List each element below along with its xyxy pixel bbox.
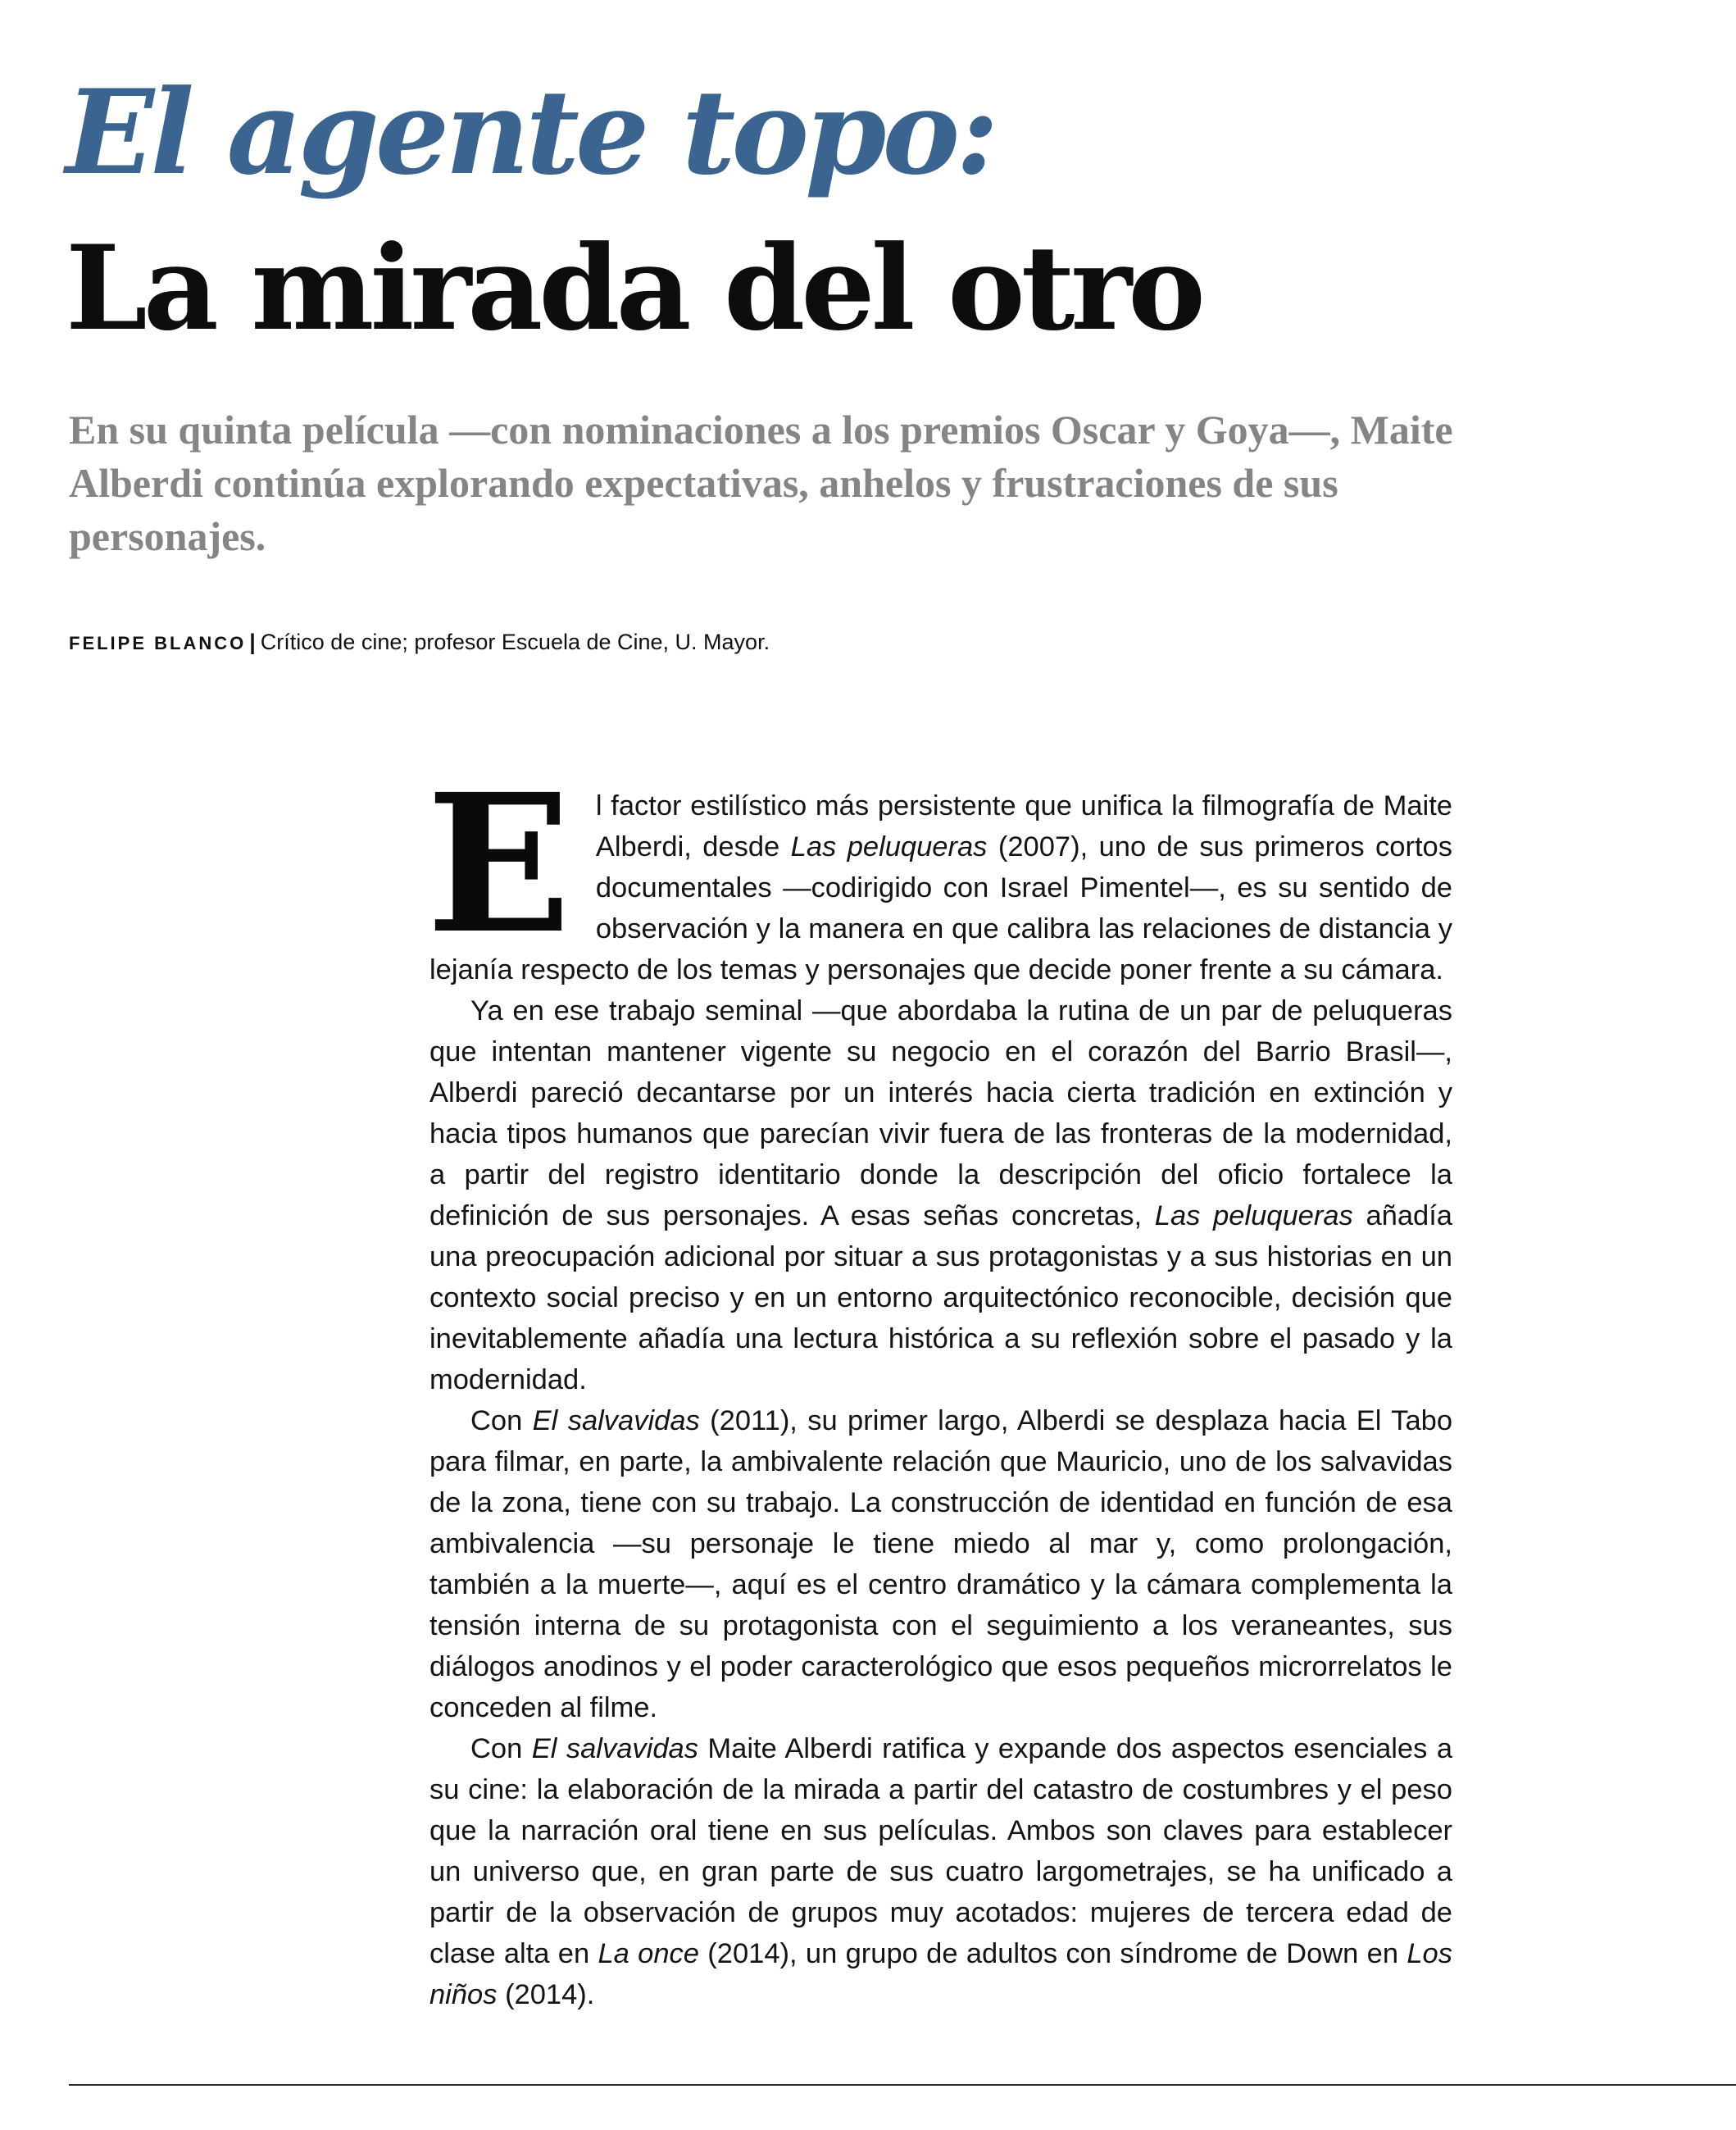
byline (69, 628, 770, 658)
paragraph-text: añadía una preocupación adicional por situar a sus protagonistas y a sus historias en un contexto social preciso y en un entorno arquitectónico reconocible, decisión que inevitablemente añadía una lectura histórica a su reflexión sobre el pasado y la modernidad. (429, 1200, 1452, 1395)
byline-separator: | (249, 630, 256, 654)
paragraph-text: Con (470, 1733, 532, 1764)
film-title: Las peluqueras (790, 831, 988, 862)
paragraph-2 (429, 990, 1452, 1400)
author-name: FELIPE BLANCO (69, 633, 247, 653)
film-title: La once (598, 1938, 699, 1969)
article-subtitle: En su quinta película —con nominaciones a los premios Oscar y Goya—, Maite Alberdi continúa explorando expectativas, anhelos y frustraciones de sus personajes. (69, 407, 1453, 559)
author-role: Crítico de cine; profesor Escuela de Cine, U. Mayor. (260, 630, 770, 654)
paragraph-text: Maite Alberdi ratifica y expande dos aspectos esenciales a su cine: la elaboración de la mirada a partir del catastro de costumbres y el peso que la narración oral tiene en sus películas. Ambos son claves para establecer un universo que, en gran parte de sus cuatro largometrajes, se ha unificado a partir de la observación de grupos muy acotados: mujeres de tercera edad de clase alta en (429, 1733, 1453, 1969)
drop-cap: E (426, 752, 571, 976)
article-body (426, 752, 1453, 2015)
film-title: Las peluqueras (1154, 1200, 1353, 1231)
title-line-2: La mirada del otro (66, 221, 1202, 357)
paragraph-text: Con (470, 1405, 533, 1436)
paragraph-text: l factor estilístico más persistente que unifica la filmografía de Maite Alberdi, desde (595, 790, 1452, 862)
film-title: Los niños (429, 1938, 1452, 2010)
paragraph-text: (2014). (497, 1979, 595, 2010)
paragraph-text: (2011), su primer largo, Alberdi se desplaza hacia El Tabo para filmar, en parte, la ambivalente relación que Mauricio, uno de los salvavidas de la zona, tiene con su trabajo. La construcción de identidad en función de esa ambivalencia —su personaje le tiene miedo al mar y, como prolongación, también a la muerte—, aquí es el centro dramático y la cámara complementa la tensión interna de su protagonista con el seguimiento a los veraneantes, sus diálogos anodinos y el poder caracterológico que esos pequeños microrrelatos le conceden al filme. (429, 1405, 1453, 1723)
paragraph-text: (2007), uno de sus primeros cortos documentales —codirigido con Israel Pimentel—, es su sentido de observación y la manera en que calibra las relaciones de distancia y lejanía respecto de los temas y personajes que decide poner frente a su cámara. (429, 831, 1452, 985)
paragraph-text: (2014), un grupo de adultos con síndrome de Down en (698, 1938, 1407, 1969)
film-title: El salvavidas (532, 1405, 700, 1436)
paragraph-4 (429, 1728, 1452, 2015)
film-title: El salvavidas (531, 1733, 698, 1764)
paragraph-text: Ya en ese trabajo seminal —que abordaba la rutina de un par de peluqueras que intentan mantener vigente su negocio en el corazón del Barrio Brasil—, Alberdi pareció decantarse por un interés hacia cierta tradición en extinción y hacia tipos humanos que parecían vivir fuera de las fronteras de la modernidad, a partir del registro identitario donde la descripción del oficio fortalece la definición de sus personajes. A esas señas concretas, (429, 995, 1452, 1231)
paragraph-1 (426, 752, 1452, 990)
bottom-rule-divider (69, 2084, 1736, 2086)
title-line-1: El agente topo: (66, 65, 995, 201)
paragraph-3 (429, 1400, 1452, 1728)
